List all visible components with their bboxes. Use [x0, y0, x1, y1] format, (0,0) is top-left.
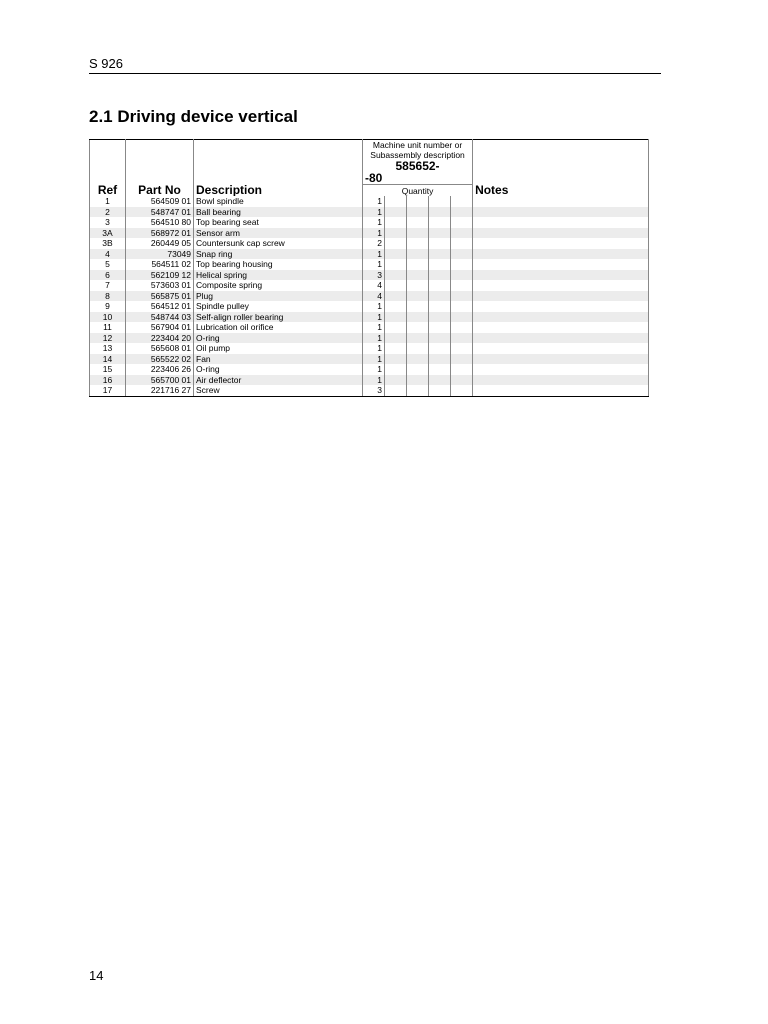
part-no-cell: 564512 01	[126, 301, 194, 312]
quantity-blank-cell	[407, 207, 429, 218]
quantity-blank-cell	[429, 249, 451, 260]
quantity-blank-cell	[429, 301, 451, 312]
ref-cell: 17	[90, 385, 126, 396]
quantity-blank-cell	[407, 322, 429, 333]
quantity-blank-cell	[385, 270, 407, 281]
table-row	[90, 375, 649, 386]
notes-cell	[473, 301, 649, 312]
quantity-blank-cell	[385, 259, 407, 270]
quantity-blank-cell	[407, 196, 429, 207]
table-row	[90, 270, 649, 281]
quantity-blank-cell	[407, 228, 429, 239]
quantity-blank-cell	[451, 354, 473, 365]
quantity-blank-cell	[451, 375, 473, 386]
description-cell: Self-align roller bearing	[194, 312, 363, 323]
table-row	[90, 217, 649, 228]
quantity-cell: 3	[363, 270, 385, 281]
table-row	[90, 322, 649, 333]
quantity-blank-cell	[385, 280, 407, 291]
ref-cell: 2	[90, 207, 126, 218]
quantity-blank-cell	[451, 322, 473, 333]
description-cell: Oil pump	[194, 343, 363, 354]
quantity-blank-cell	[429, 259, 451, 270]
quantity-blank-cell	[429, 354, 451, 365]
quantity-blank-cell	[451, 385, 473, 396]
quantity-cell: 1	[363, 312, 385, 323]
table-row	[90, 343, 649, 354]
part-no-cell: 565875 01	[126, 291, 194, 302]
notes-cell	[473, 249, 649, 260]
part-no-cell: 564511 02	[126, 259, 194, 270]
quantity-cell: 1	[363, 333, 385, 344]
quantity-blank-cell	[385, 364, 407, 375]
part-no-cell: 73049	[126, 249, 194, 260]
quantity-blank-cell	[429, 343, 451, 354]
part-no-cell: 565608 01	[126, 343, 194, 354]
quantity-cell: 1	[363, 249, 385, 260]
quantity-blank-cell	[451, 196, 473, 207]
notes-cell	[473, 322, 649, 333]
ref-cell: 13	[90, 343, 126, 354]
quantity-blank-cell	[385, 238, 407, 249]
part-no-cell: 564510 80	[126, 217, 194, 228]
table-row	[90, 238, 649, 249]
section-title: 2.1 Driving device vertical	[89, 107, 298, 126]
table-row	[90, 333, 649, 344]
ref-cell: 15	[90, 364, 126, 375]
part-no-cell: 567904 01	[126, 322, 194, 333]
description-cell: Plug	[194, 291, 363, 302]
notes-cell	[473, 270, 649, 281]
notes-cell	[473, 280, 649, 291]
quantity-blank-cell	[385, 249, 407, 260]
notes-cell	[473, 207, 649, 218]
part-no-cell: 562109 12	[126, 270, 194, 281]
quantity-cell: 2	[363, 238, 385, 249]
description-cell: Screw	[194, 385, 363, 396]
ref-cell: 1	[90, 196, 126, 207]
description-cell: Air deflector	[194, 375, 363, 386]
quantity-blank-cell	[429, 196, 451, 207]
quantity-blank-cell	[451, 280, 473, 291]
description-cell: Fan	[194, 354, 363, 365]
quantity-blank-cell	[407, 333, 429, 344]
quantity-blank-cell	[429, 217, 451, 228]
notes-cell	[473, 196, 649, 207]
quantity-cell: 1	[363, 364, 385, 375]
ref-header: Ref	[90, 140, 126, 197]
quantity-blank-cell	[407, 217, 429, 228]
ref-cell: 14	[90, 354, 126, 365]
description-cell: Helical spring	[194, 270, 363, 281]
table-row	[90, 301, 649, 312]
quantity-blank-cell	[451, 364, 473, 375]
part-no-cell: 565522 02	[126, 354, 194, 365]
part-no-header: Part No	[126, 140, 194, 197]
part-no-cell: 565700 01	[126, 375, 194, 386]
notes-cell	[473, 259, 649, 270]
part-no-cell: 223404 20	[126, 333, 194, 344]
quantity-blank-cell	[451, 217, 473, 228]
quantity-blank-cell	[385, 312, 407, 323]
quantity-blank-cell	[407, 259, 429, 270]
quantity-blank-cell	[451, 207, 473, 218]
table-row	[90, 312, 649, 323]
notes-cell	[473, 354, 649, 365]
description-cell: O-ring	[194, 333, 363, 344]
notes-cell	[473, 364, 649, 375]
quantity-blank-cell	[429, 280, 451, 291]
quantity-blank-cell	[451, 301, 473, 312]
quantity-cell: 1	[363, 207, 385, 218]
table-row	[90, 364, 649, 375]
quantity-blank-cell	[385, 217, 407, 228]
part-no-cell: 568972 01	[126, 228, 194, 239]
notes-cell	[473, 228, 649, 239]
notes-cell	[473, 217, 649, 228]
header-rule	[89, 73, 661, 74]
notes-cell	[473, 291, 649, 302]
quantity-cell: 1	[363, 343, 385, 354]
part-no-cell: 564509 01	[126, 196, 194, 207]
quantity-blank-cell	[451, 312, 473, 323]
table-row	[90, 207, 649, 218]
quantity-blank-cell	[385, 196, 407, 207]
quantity-blank-cell	[407, 301, 429, 312]
machine-number: 585652-	[395, 159, 440, 173]
quantity-blank-cell	[429, 385, 451, 396]
ref-cell: 3B	[90, 238, 126, 249]
description-cell: Spindle pulley	[194, 301, 363, 312]
quantity-blank-cell	[385, 322, 407, 333]
quantity-cell: 4	[363, 280, 385, 291]
quantity-cell: 1	[363, 301, 385, 312]
part-no-cell: 223406 26	[126, 364, 194, 375]
document-code: S 926	[89, 56, 123, 71]
description-cell: Top bearing seat	[194, 217, 363, 228]
table-row	[90, 196, 649, 207]
quantity-blank-cell	[385, 301, 407, 312]
description-cell: Composite spring	[194, 280, 363, 291]
quantity-blank-cell	[407, 238, 429, 249]
part-no-cell: 260449 05	[126, 238, 194, 249]
quantity-blank-cell	[407, 375, 429, 386]
quantity-blank-cell	[385, 291, 407, 302]
ref-cell: 6	[90, 270, 126, 281]
machine-unit-header	[363, 140, 473, 185]
quantity-cell: 1	[363, 228, 385, 239]
quantity-cell: 1	[363, 196, 385, 207]
quantity-blank-cell	[407, 385, 429, 396]
table-row	[90, 291, 649, 302]
quantity-blank-cell	[385, 207, 407, 218]
quantity-blank-cell	[385, 343, 407, 354]
quantity-blank-cell	[407, 291, 429, 302]
quantity-blank-cell	[429, 291, 451, 302]
quantity-blank-cell	[451, 343, 473, 354]
quantity-blank-cell	[385, 228, 407, 239]
ref-cell: 12	[90, 333, 126, 344]
quantity-blank-cell	[451, 259, 473, 270]
description-cell: Sensor arm	[194, 228, 363, 239]
part-no-cell: 548747 01	[126, 207, 194, 218]
quantity-cell: 1	[363, 354, 385, 365]
quantity-cell: 3	[363, 385, 385, 396]
notes-cell	[473, 343, 649, 354]
quantity-blank-cell	[407, 364, 429, 375]
quantity-blank-cell	[429, 322, 451, 333]
table-row	[90, 259, 649, 270]
description-cell: Top bearing housing	[194, 259, 363, 270]
notes-cell	[473, 312, 649, 323]
ref-cell: 3	[90, 217, 126, 228]
parts-table	[89, 139, 649, 397]
description-cell: Snap ring	[194, 249, 363, 260]
description-cell: O-ring	[194, 364, 363, 375]
quantity-cell: 1	[363, 217, 385, 228]
quantity-blank-cell	[429, 270, 451, 281]
quantity-blank-cell	[429, 207, 451, 218]
quantity-blank-cell	[429, 375, 451, 386]
table-row	[90, 228, 649, 239]
part-no-cell: 221716 27	[126, 385, 194, 396]
quantity-cell: 1	[363, 322, 385, 333]
quantity-blank-cell	[407, 312, 429, 323]
quantity-blank-cell	[385, 385, 407, 396]
ref-cell: 16	[90, 375, 126, 386]
quantity-blank-cell	[429, 364, 451, 375]
quantity-blank-cell	[451, 270, 473, 281]
ref-cell: 10	[90, 312, 126, 323]
table-row	[90, 280, 649, 291]
ref-cell: 11	[90, 322, 126, 333]
notes-cell	[473, 385, 649, 396]
quantity-blank-cell	[429, 228, 451, 239]
quantity-blank-cell	[429, 312, 451, 323]
quantity-blank-cell	[385, 375, 407, 386]
quantity-blank-cell	[429, 238, 451, 249]
quantity-blank-cell	[407, 354, 429, 365]
description-cell: Lubrication oil orifice	[194, 322, 363, 333]
machine-suffix: -80	[365, 171, 383, 185]
ref-cell: 9	[90, 301, 126, 312]
quantity-cell: 4	[363, 291, 385, 302]
quantity-blank-cell	[451, 249, 473, 260]
part-no-cell: 573603 01	[126, 280, 194, 291]
description-cell: Bowl spindle	[194, 196, 363, 207]
ref-cell: 8	[90, 291, 126, 302]
ref-cell: 5	[90, 259, 126, 270]
notes-cell	[473, 375, 649, 386]
quantity-blank-cell	[451, 333, 473, 344]
ref-cell: 7	[90, 280, 126, 291]
quantity-label: Quantity	[363, 185, 473, 197]
notes-header: Notes	[473, 140, 649, 197]
ref-cell: 3A	[90, 228, 126, 239]
quantity-blank-cell	[385, 333, 407, 344]
quantity-cell: 1	[363, 259, 385, 270]
quantity-blank-cell	[451, 228, 473, 239]
quantity-blank-cell	[429, 333, 451, 344]
notes-cell	[473, 238, 649, 249]
quantity-blank-cell	[385, 354, 407, 365]
description-cell: Countersunk cap screw	[194, 238, 363, 249]
quantity-blank-cell	[451, 238, 473, 249]
quantity-blank-cell	[451, 291, 473, 302]
quantity-blank-cell	[407, 343, 429, 354]
ref-cell: 4	[90, 249, 126, 260]
table-row	[90, 249, 649, 260]
quantity-blank-cell	[407, 280, 429, 291]
quantity-blank-cell	[407, 249, 429, 260]
description-cell: Ball bearing	[194, 207, 363, 218]
table-row	[90, 385, 649, 396]
notes-cell	[473, 333, 649, 344]
page-number: 14	[89, 968, 104, 983]
quantity-blank-cell	[407, 270, 429, 281]
quantity-cell: 1	[363, 375, 385, 386]
part-no-cell: 548744 03	[126, 312, 194, 323]
description-header: Description	[194, 140, 363, 197]
machine-unit-label: Machine unit number or Subassembly description	[370, 140, 465, 160]
table-row	[90, 354, 649, 365]
